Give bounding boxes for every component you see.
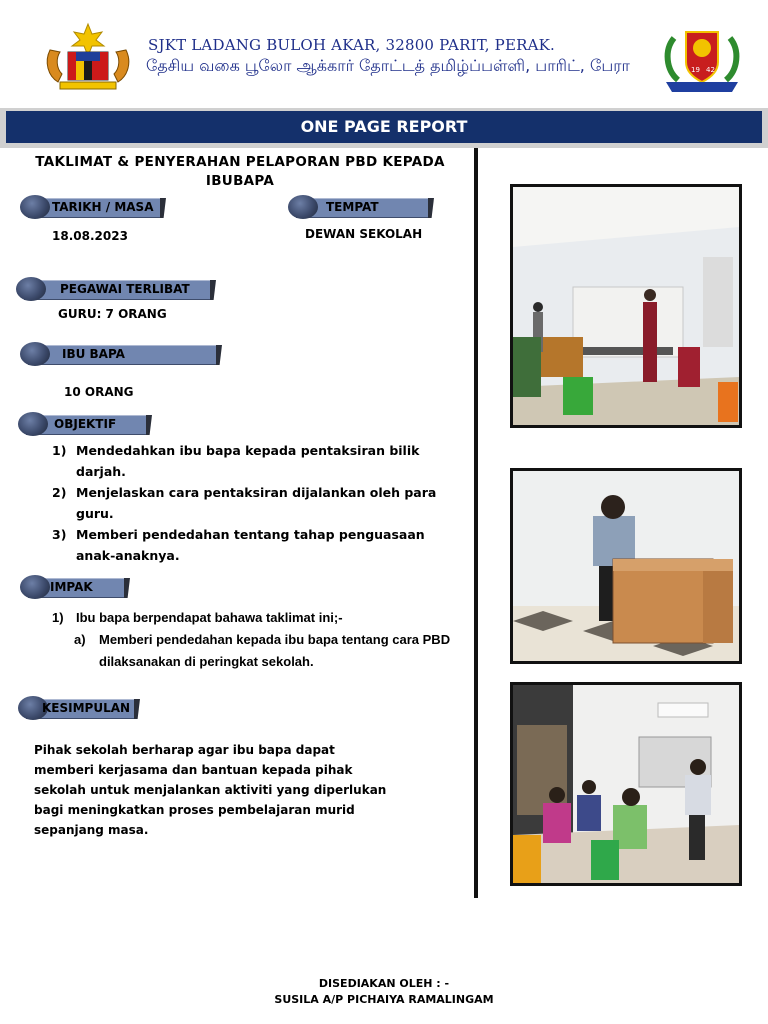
impact-section-tag bbox=[20, 575, 130, 599]
preparer-name: SUSILA A/P PICHAIYA RAMALINGAM bbox=[274, 993, 494, 1006]
objective-section-tag bbox=[18, 412, 152, 436]
impact-sub-row bbox=[52, 629, 452, 673]
event-photo-speaker bbox=[510, 468, 742, 664]
list-number: 1) bbox=[52, 610, 64, 625]
crest-year-left: 19 bbox=[691, 66, 700, 74]
column-divider bbox=[474, 148, 478, 898]
school-crest-icon bbox=[660, 24, 744, 96]
list-number: 3) bbox=[52, 527, 67, 542]
date-label: TARIKH / MASA bbox=[52, 200, 154, 214]
conclusion-section-tag bbox=[18, 696, 140, 720]
prepared-by-label: DISEDIAKAN OLEH : - bbox=[318, 977, 450, 990]
objective-text: Memberi pendedahan tentang tahap penguasaan anak-anaknya. bbox=[76, 527, 425, 563]
venue-value: DEWAN SEKOLAH bbox=[305, 227, 423, 241]
conclusion-text: Pihak sekolah berharap agar ibu bapa dapat memberi kerjasama dan bantuan kepada pihak sekolah untuk menjalankan aktiviti yang diperlukan bagi meningkatkan proses pembelajaran murid sepanjang masa. bbox=[34, 743, 387, 837]
date-section-tag bbox=[20, 195, 166, 219]
objective-text: Mendedahkan ibu bapa kepada pentaksiran bilik darjah. bbox=[76, 443, 420, 479]
impact-label: IMPAK bbox=[50, 580, 93, 594]
list-item bbox=[36, 440, 446, 482]
list-item bbox=[36, 524, 446, 566]
objective-label: OBJEKTIF bbox=[54, 417, 117, 431]
objective-text: Menjelaskan cara pentaksiran dijalankan oleh para guru. bbox=[76, 485, 437, 521]
report-title-banner: ONE PAGE REPORT bbox=[6, 111, 762, 143]
school-name-tamil: தேசிய வகை பூலோ ஆக்கார் தோட்டத் தமிழ்ப்பள்ளி, பாரிட், பேரா bbox=[146, 56, 630, 75]
malaysia-coat-of-arms-icon bbox=[40, 22, 136, 92]
list-letter: a) bbox=[74, 632, 86, 647]
crest-year-right: 42 bbox=[706, 66, 715, 74]
objective-list bbox=[36, 440, 446, 566]
officers-label: PEGAWAI TERLIBAT bbox=[60, 282, 190, 296]
impact-intro-row bbox=[52, 607, 452, 629]
parents-label: IBU BAPA bbox=[62, 347, 125, 361]
officers-value: GURU: 7 ORANG bbox=[58, 307, 167, 321]
report-heading: TAKLIMAT & PENYERAHAN PELAPORAN PBD KEPADA IBUBAPA bbox=[35, 154, 445, 189]
list-item bbox=[36, 482, 446, 524]
conclusion-label: KESIMPULAN bbox=[42, 701, 131, 715]
impact-intro: Ibu bapa berpendapat bahawa taklimat ini;- bbox=[76, 610, 343, 625]
parents-value: 10 ORANG bbox=[64, 385, 134, 399]
parents-section-tag bbox=[20, 342, 222, 366]
impact-block bbox=[52, 607, 452, 673]
list-number: 1) bbox=[52, 443, 67, 458]
venue-section-tag bbox=[288, 195, 434, 219]
impact-sub: Memberi pendedahan kepada ibu bapa tentang cara PBD dilaksanakan di peringkat sekolah. bbox=[99, 632, 451, 669]
event-photo-hall bbox=[510, 184, 742, 428]
venue-label: TEMPAT bbox=[326, 200, 379, 214]
officers-section-tag bbox=[16, 277, 216, 301]
list-number: 2) bbox=[52, 485, 67, 500]
date-value: 18.08.2023 bbox=[52, 229, 128, 243]
school-name: SJKT LADANG BULOH AKAR, 32800 PARIT, PERAK. bbox=[148, 36, 555, 54]
prepared-by-block bbox=[0, 976, 768, 1008]
event-photo-audience bbox=[510, 682, 742, 886]
